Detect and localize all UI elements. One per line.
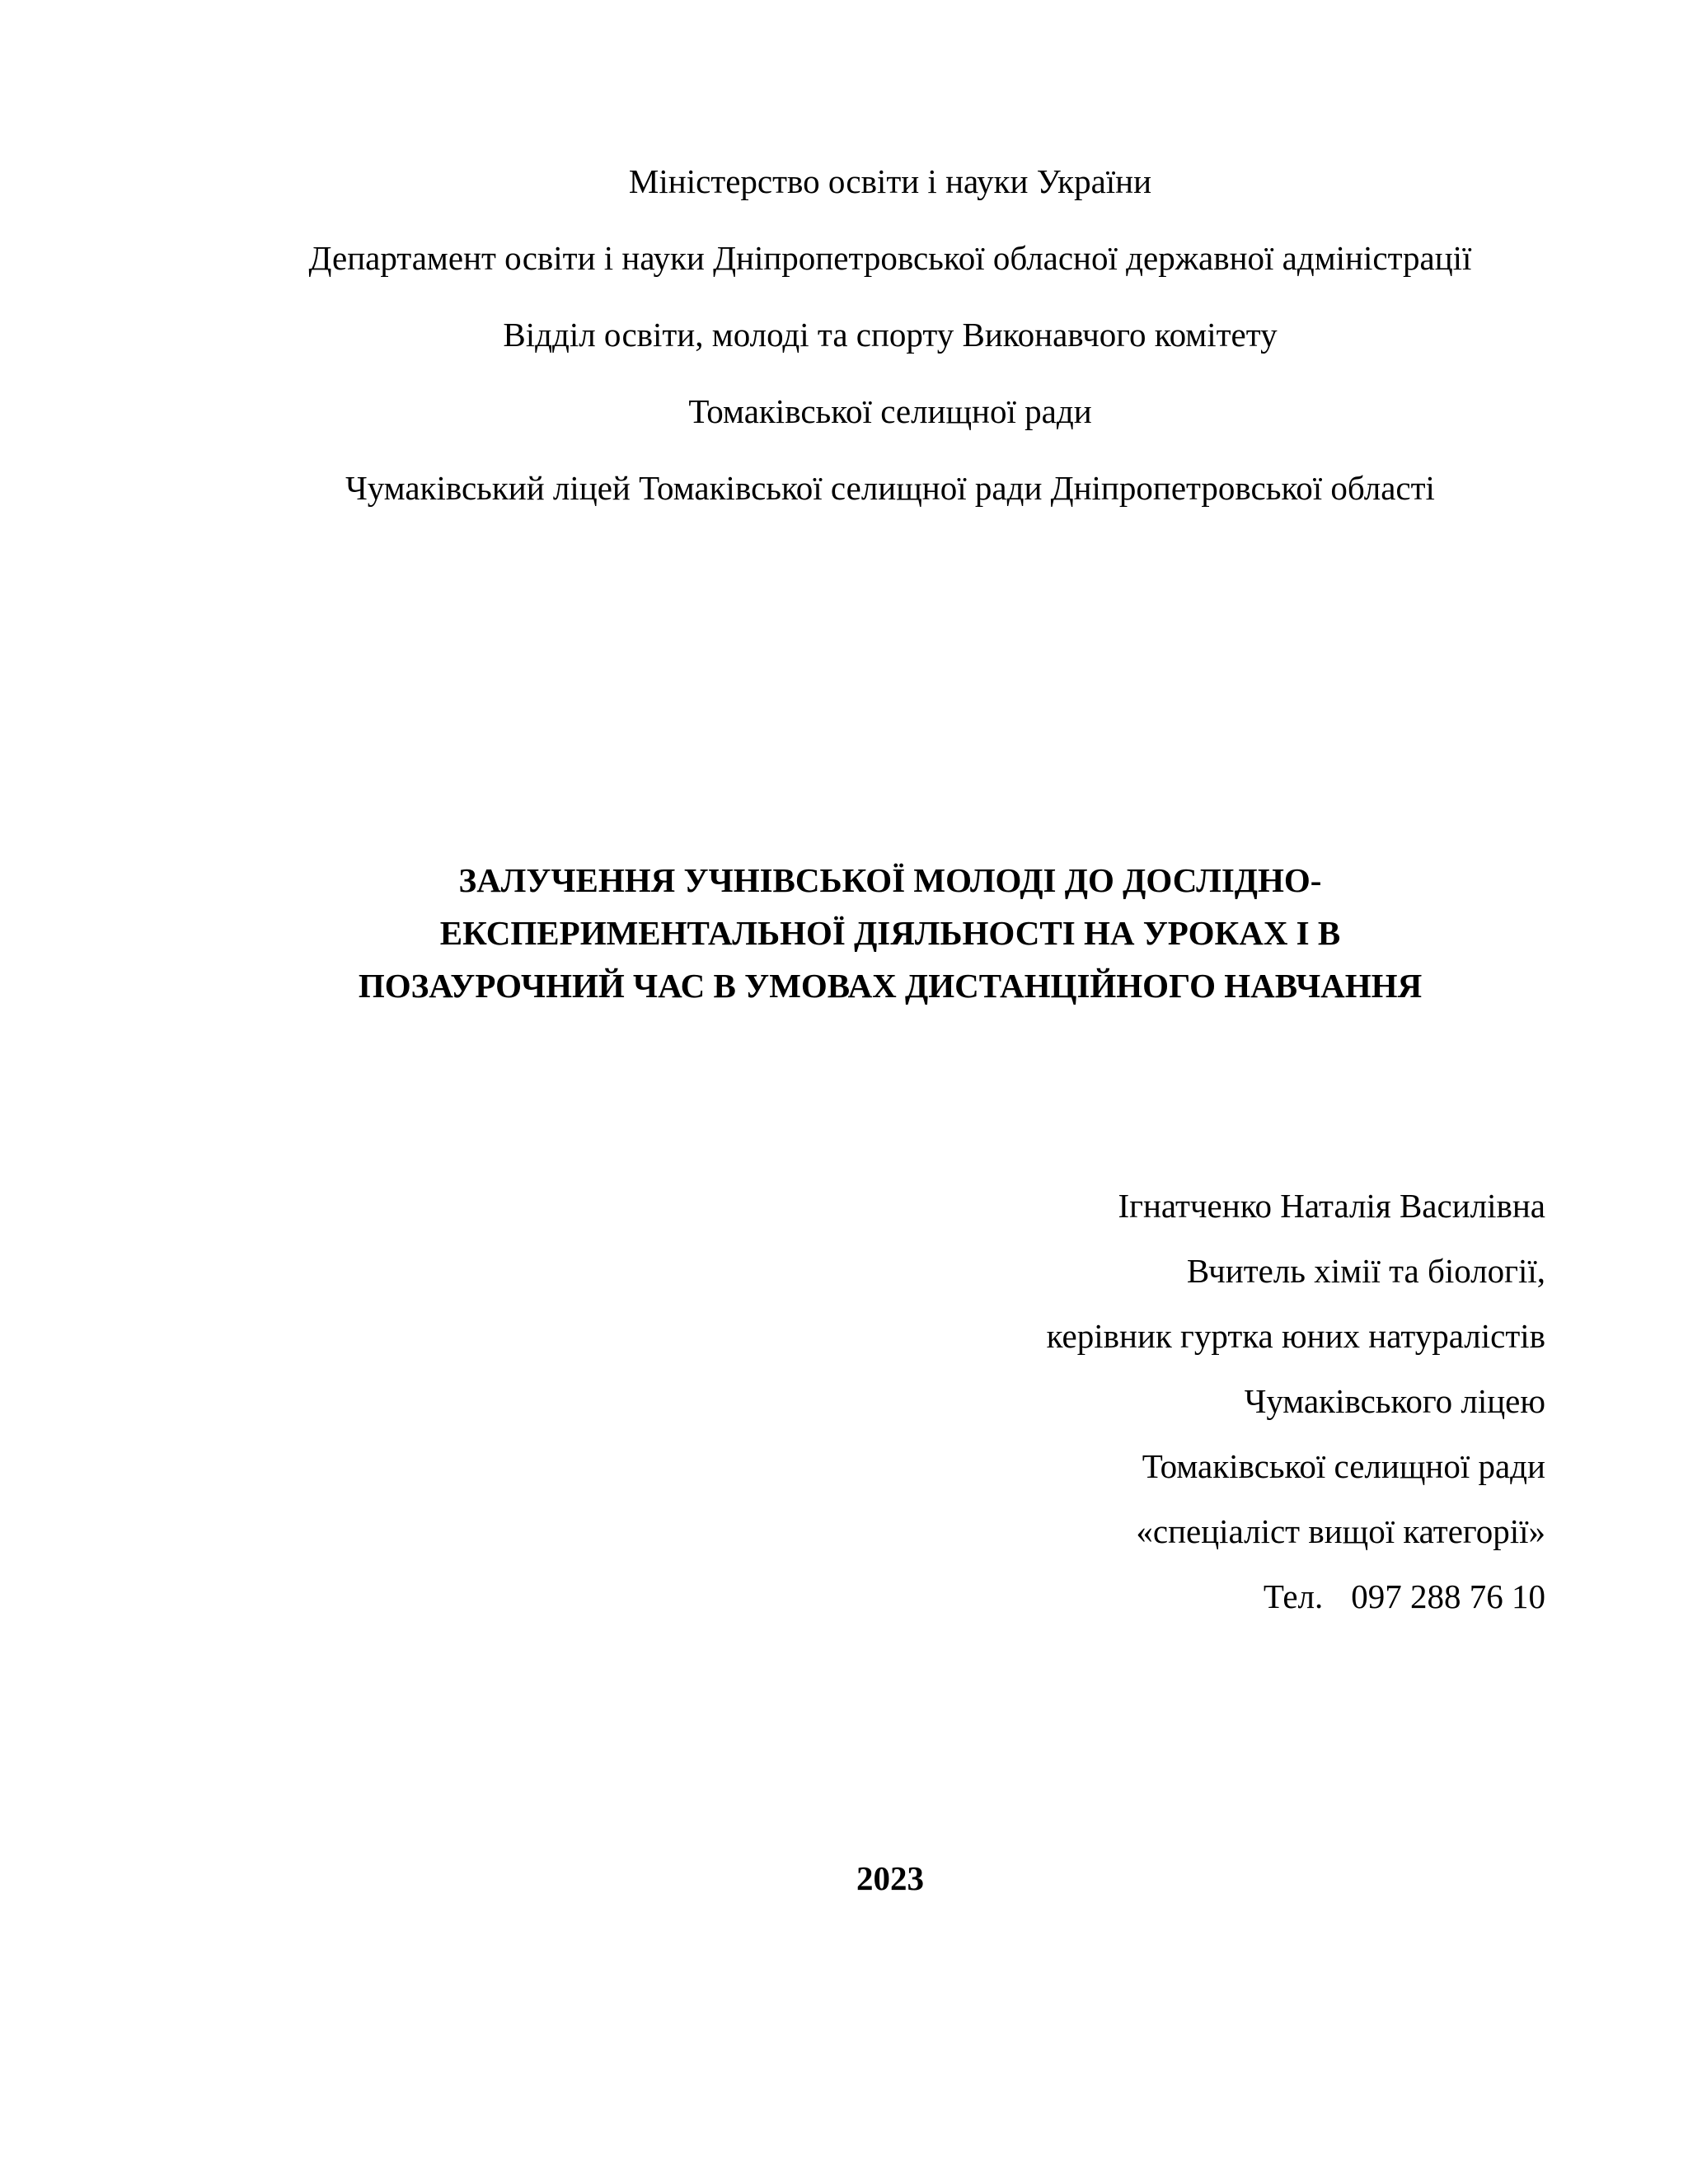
author-name: Ігнатченко Наталія Василівна xyxy=(1118,1187,1545,1225)
title-line-1: ЗАЛУЧЕННЯ УЧНІВСЬКОЇ МОЛОДІ ДО ДОСЛІДНО- xyxy=(458,861,1322,899)
education-office-line: Відділ освіти, молоді та спорту Виконавчого комітету xyxy=(503,316,1278,354)
council-line: Томаківської селищної ради xyxy=(688,392,1092,430)
author-phone xyxy=(1047,1577,1545,1616)
phone-number: 097 288 76 10 xyxy=(1351,1577,1545,1615)
author-position: Вчитель хімії та біології, xyxy=(1186,1252,1545,1290)
document-year: 2023 xyxy=(856,1859,924,1897)
phone-label: Тел. xyxy=(1263,1577,1324,1615)
ministry-line: Міністерство освіти і науки України xyxy=(628,162,1152,200)
lyceum-line: Чумаківський ліцей Томаківської селищної ради Дніпропетровської області xyxy=(345,469,1435,507)
author-role: керівник гуртка юних натуралістів xyxy=(1046,1317,1545,1355)
document-title xyxy=(0,860,1688,1019)
author-info xyxy=(1047,1186,1545,1642)
institution-header xyxy=(0,162,1688,545)
author-school-line-1: Чумаківського ліцею xyxy=(1244,1382,1545,1420)
author-category: «спеціаліст вищої категорії» xyxy=(1136,1512,1545,1550)
title-line-2: ЕКСПЕРИМЕНТАЛЬНОЇ ДІЯЛЬНОСТІ НА УРОКАХ І В xyxy=(439,914,1341,952)
department-line: Департамент освіти і науки Дніпропетровської обласної державної адміністрації xyxy=(308,239,1472,277)
author-school-line-2: Томаківської селищної ради xyxy=(1142,1447,1545,1485)
title-line-3: ПОЗАУРОЧНИЙ ЧАС В УМОВАХ ДИСТАНЦІЙНОГО НАВЧАННЯ xyxy=(358,967,1423,1005)
